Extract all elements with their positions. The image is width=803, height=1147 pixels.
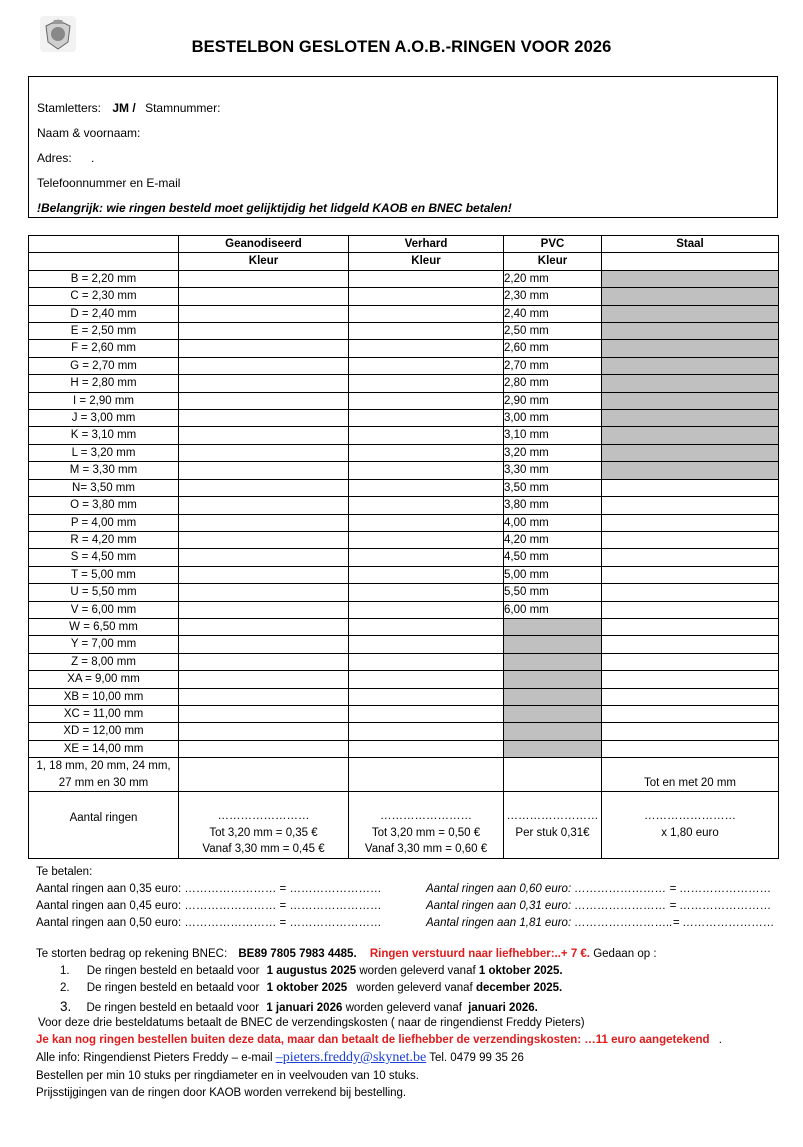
verhard-cell[interactable] xyxy=(349,531,504,548)
bnec-shipping-note: Voor deze drie besteldatums betaalt de BNEC de verzendingskosten ( naar de ringendienst Freddy Pieters) xyxy=(38,1017,585,1029)
geanodiseerd-cell[interactable] xyxy=(179,323,349,340)
table-row xyxy=(29,584,779,601)
ring-size-label: XA = 9,00 mm xyxy=(29,671,179,688)
table-header-row xyxy=(29,236,779,253)
stamnummer-label: Stamnummer: xyxy=(145,101,221,115)
geanodiseerd-cell[interactable] xyxy=(179,723,349,740)
pvc-cell xyxy=(504,705,602,722)
subheader-staal xyxy=(602,253,779,270)
delivery-item-1 xyxy=(60,965,563,977)
pvc-cell xyxy=(504,740,602,757)
staal-cell[interactable] xyxy=(602,479,779,496)
geanodiseerd-cell[interactable] xyxy=(179,531,349,548)
geanodiseerd-cell[interactable] xyxy=(179,584,349,601)
table-row xyxy=(29,653,779,670)
delivery-item-2-mid: worden geleverd vanaf xyxy=(356,982,473,994)
geanodiseerd-cell[interactable] xyxy=(179,340,349,357)
verhard-cell[interactable] xyxy=(349,357,504,374)
geanodiseerd-cell[interactable] xyxy=(179,549,349,566)
delivery-item-1-delivery-date: 1 oktober 2025. xyxy=(478,965,563,977)
count-label: Aantal ringen xyxy=(29,792,179,859)
verhard-cell[interactable] xyxy=(349,514,504,531)
pvc-cell[interactable]: 5,50 mm xyxy=(504,584,602,601)
staal-cell xyxy=(602,288,779,305)
subheader-size xyxy=(29,253,179,270)
pvc-cell[interactable]: 2,90 mm xyxy=(504,392,602,409)
bank-line xyxy=(36,948,657,960)
delivery-item-1-order-date: 1 augustus 2025 xyxy=(266,965,357,977)
stamletters-line xyxy=(37,101,220,115)
payment-line-050[interactable]: Aantal ringen aan 0,50 euro: …………………… = …………………… xyxy=(36,917,382,929)
payment-line-035[interactable]: Aantal ringen aan 0,35 euro: …………………… = …………………… xyxy=(36,883,382,895)
count-pvc-cell[interactable] xyxy=(504,792,602,859)
geanodiseerd-cell[interactable] xyxy=(179,305,349,322)
verhard-cell[interactable] xyxy=(349,636,504,653)
stamletters-value[interactable]: JM / xyxy=(112,101,136,115)
pvc-cell xyxy=(504,723,602,740)
delivery-item-3-mid: worden geleverd vanaf xyxy=(345,1002,462,1014)
pvc-cell xyxy=(504,671,602,688)
ring-size-label: G = 2,70 mm xyxy=(29,357,179,374)
verhard-cell[interactable] xyxy=(349,444,504,461)
verhard-cell[interactable] xyxy=(349,653,504,670)
table-row xyxy=(29,270,779,287)
table-row xyxy=(29,427,779,444)
verhard-cell[interactable] xyxy=(349,601,504,618)
phone-number: Tel. 0479 99 35 26 xyxy=(429,1052,524,1064)
subheader-kleur-pvc: Kleur xyxy=(504,253,602,270)
staal-cell[interactable] xyxy=(602,531,779,548)
delivery-item-2-number: 2. xyxy=(60,982,70,994)
verhard-cell[interactable] xyxy=(349,549,504,566)
table-row xyxy=(29,497,779,514)
payment-line-060[interactable]: Aantal ringen aan 0,60 euro: …………………… = …………………… xyxy=(426,883,772,895)
extra-pvc-cell[interactable] xyxy=(504,758,602,792)
pvc-cell[interactable]: 2,80 mm xyxy=(504,375,602,392)
verhard-cell[interactable] xyxy=(349,566,504,583)
geanodiseerd-cell[interactable] xyxy=(179,618,349,635)
verhard-cell[interactable] xyxy=(349,740,504,757)
delivery-item-3 xyxy=(60,999,538,1014)
table-row xyxy=(29,444,779,461)
geanodiseerd-cell[interactable] xyxy=(179,566,349,583)
ring-size-label: T = 5,00 mm xyxy=(29,566,179,583)
table-row xyxy=(29,549,779,566)
geanodiseerd-cell[interactable] xyxy=(179,392,349,409)
verhard-cell[interactable] xyxy=(349,497,504,514)
staal-cell xyxy=(602,392,779,409)
header-verhard: Verhard xyxy=(349,236,504,253)
extra-order-warning: Je kan nog ringen bestellen buiten deze data, maar dan betaalt de liefhebber de verzendingskosten: …11 euro aangetekend xyxy=(36,1034,710,1046)
count-geanodiseerd-dots[interactable]: …………………… xyxy=(217,810,310,823)
geanodiseerd-cell[interactable] xyxy=(179,288,349,305)
geanodiseerd-cell[interactable] xyxy=(179,479,349,496)
pvc-cell[interactable]: 2,30 mm xyxy=(504,288,602,305)
table-row xyxy=(29,410,779,427)
geanodiseerd-cell[interactable] xyxy=(179,514,349,531)
delivery-item-2-text: De ringen besteld en betaald voor xyxy=(86,982,260,994)
delivery-item-2 xyxy=(60,982,562,994)
pvc-cell[interactable]: 3,50 mm xyxy=(504,479,602,496)
ring-size-label: Z = 8,00 mm xyxy=(29,653,179,670)
verhard-cell[interactable] xyxy=(349,618,504,635)
verhard-cell[interactable] xyxy=(349,427,504,444)
adres-value[interactable]: . xyxy=(91,151,95,165)
geanodiseerd-cell[interactable] xyxy=(179,671,349,688)
verhard-cell[interactable] xyxy=(349,688,504,705)
ring-size-label: C = 2,30 mm xyxy=(29,288,179,305)
verhard-cell[interactable] xyxy=(349,410,504,427)
pvc-cell[interactable]: 2,20 mm xyxy=(504,270,602,287)
payment-line-031[interactable]: Aantal ringen aan 0,31 euro: …………………… = …………………… xyxy=(426,900,772,912)
price-rule: Prijsstijgingen van de ringen door KAOB worden verrekend bij bestelling. xyxy=(36,1087,407,1099)
table-row xyxy=(29,288,779,305)
verhard-cell[interactable] xyxy=(349,270,504,287)
pvc-cell[interactable]: 3,20 mm xyxy=(504,444,602,461)
bank-account: BE89 7805 7983 4485. xyxy=(238,948,357,960)
table-row xyxy=(29,618,779,635)
ring-size-label: N= 3,50 mm xyxy=(29,479,179,496)
verhard-cell[interactable] xyxy=(349,584,504,601)
ring-size-label: O = 3,80 mm xyxy=(29,497,179,514)
geanodiseerd-cell[interactable] xyxy=(179,427,349,444)
table-row xyxy=(29,479,779,496)
delivery-item-1-mid: worden geleverd vanaf xyxy=(359,965,476,977)
ring-size-label: F = 2,60 mm xyxy=(29,340,179,357)
geanodiseerd-cell[interactable] xyxy=(179,601,349,618)
table-row xyxy=(29,462,779,479)
geanodiseerd-cell[interactable] xyxy=(179,357,349,374)
price-verhard-2: Vanaf 3,30 mm = 0,60 € xyxy=(364,843,488,855)
delivery-item-3-text: De ringen besteld en betaald voor xyxy=(86,1002,260,1014)
staal-cell[interactable] xyxy=(602,688,779,705)
geanodiseerd-cell[interactable] xyxy=(179,653,349,670)
contact-line xyxy=(36,1050,524,1066)
ring-size-label: P = 4,00 mm xyxy=(29,514,179,531)
delivery-item-3-number: 3. xyxy=(60,999,72,1014)
pvc-cell xyxy=(504,618,602,635)
verhard-cell[interactable] xyxy=(349,705,504,722)
staal-cell[interactable] xyxy=(602,705,779,722)
staal-cell xyxy=(602,462,779,479)
ring-size-label: V = 6,00 mm xyxy=(29,601,179,618)
geanodiseerd-cell[interactable] xyxy=(179,497,349,514)
geanodiseerd-cell[interactable] xyxy=(179,444,349,461)
pvc-cell[interactable]: 3,80 mm xyxy=(504,497,602,514)
staal-cell[interactable] xyxy=(602,618,779,635)
price-pvc: Per stuk 0,31€ xyxy=(515,826,590,839)
staal-cell[interactable] xyxy=(602,671,779,688)
staal-cell xyxy=(602,357,779,374)
table-row xyxy=(29,305,779,322)
table-row xyxy=(29,688,779,705)
table-row xyxy=(29,392,779,409)
delivery-item-1-text: De ringen besteld en betaald voor xyxy=(86,965,260,977)
ring-order-table xyxy=(28,235,779,859)
ring-size-label: S = 4,50 mm xyxy=(29,549,179,566)
count-row xyxy=(29,792,779,859)
pvc-cell[interactable]: 4,00 mm xyxy=(504,514,602,531)
table-row xyxy=(29,375,779,392)
ring-rows xyxy=(29,270,779,757)
ring-size-label: L = 3,20 mm xyxy=(29,444,179,461)
header-geanodiseerd: Geanodiseerd xyxy=(179,236,349,253)
pvc-cell[interactable]: 2,60 mm xyxy=(504,340,602,357)
adres-line xyxy=(37,151,94,165)
geanodiseerd-cell[interactable] xyxy=(179,410,349,427)
bank-label: Te storten bedrag op rekening BNEC: xyxy=(36,948,228,960)
table-row xyxy=(29,671,779,688)
verhard-cell[interactable] xyxy=(349,288,504,305)
pvc-cell xyxy=(504,653,602,670)
pvc-cell[interactable]: 3,10 mm xyxy=(504,427,602,444)
staal-cell[interactable] xyxy=(602,566,779,583)
ring-size-label: Y = 7,00 mm xyxy=(29,636,179,653)
count-pvc-dots[interactable]: …………………… xyxy=(506,810,599,823)
ring-size-label: D = 2,40 mm xyxy=(29,305,179,322)
payment-heading: Te betalen: xyxy=(36,866,93,878)
delivery-item-3-order-date: 1 januari 2026 xyxy=(266,1002,343,1014)
table-row xyxy=(29,340,779,357)
staal-cell[interactable] xyxy=(602,723,779,740)
ring-size-label: H = 2,80 mm xyxy=(29,375,179,392)
delivery-item-3-delivery-date: januari 2026. xyxy=(468,1002,538,1014)
pvc-cell[interactable]: 3,30 mm xyxy=(504,462,602,479)
naam-label: Naam & voornaam: xyxy=(37,126,141,140)
count-geanodiseerd-cell[interactable] xyxy=(179,792,349,859)
email-link[interactable]: –pieters.freddy@skynet.be xyxy=(275,1050,427,1065)
table-row xyxy=(29,601,779,618)
ring-size-label: R = 4,20 mm xyxy=(29,531,179,548)
extra-verhard-cell[interactable] xyxy=(349,758,504,792)
table-row xyxy=(29,531,779,548)
order-rule: Bestellen per min 10 stuks per ringdiameter en in veelvouden van 10 stuks. xyxy=(36,1070,419,1082)
verhard-cell[interactable] xyxy=(349,305,504,322)
pvc-cell[interactable]: 4,50 mm xyxy=(504,549,602,566)
count-staal-cell[interactable] xyxy=(602,792,779,859)
table-row xyxy=(29,357,779,374)
delivery-item-2-order-date: 1 oktober 2025 xyxy=(266,982,348,994)
table-subheader-row xyxy=(29,253,779,270)
ring-size-label: XB = 10,00 mm xyxy=(29,688,179,705)
staal-cell[interactable] xyxy=(602,549,779,566)
table-row xyxy=(29,723,779,740)
staal-cell xyxy=(602,427,779,444)
ring-size-label: XD = 12,00 mm xyxy=(29,723,179,740)
pvc-cell xyxy=(504,636,602,653)
delivery-item-1-number: 1. xyxy=(60,965,70,977)
ring-size-label: E = 2,50 mm xyxy=(29,323,179,340)
ring-size-label: J = 3,00 mm xyxy=(29,410,179,427)
ring-size-label: B = 2,20 mm xyxy=(29,270,179,287)
ring-size-label: U = 5,50 mm xyxy=(29,584,179,601)
geanodiseerd-cell[interactable] xyxy=(179,462,349,479)
geanodiseerd-cell[interactable] xyxy=(179,688,349,705)
staal-cell xyxy=(602,410,779,427)
geanodiseerd-cell[interactable] xyxy=(179,375,349,392)
ring-size-label: XC = 11,00 mm xyxy=(29,705,179,722)
staal-cell[interactable] xyxy=(602,584,779,601)
table-row xyxy=(29,323,779,340)
extra-order-note xyxy=(36,1034,722,1046)
staal-cell xyxy=(602,270,779,287)
geanodiseerd-cell[interactable] xyxy=(179,740,349,757)
done-on-label: Gedaan op : xyxy=(593,948,657,960)
table-row xyxy=(29,740,779,757)
staal-cell[interactable] xyxy=(602,601,779,618)
ring-size-label: XE = 14,00 mm xyxy=(29,740,179,757)
price-verhard-1: Tot 3,20 mm = 0,50 € xyxy=(371,826,481,839)
staal-cell[interactable] xyxy=(602,497,779,514)
extra-sizes-label: 1, 18 mm, 20 mm, 24 mm, 27 mm en 30 mm xyxy=(29,758,179,792)
staal-cell xyxy=(602,305,779,322)
adres-label: Adres: xyxy=(37,151,72,165)
payment-line-045[interactable]: Aantal ringen aan 0,45 euro: …………………… = …………………… xyxy=(36,900,382,912)
header-pvc: PVC xyxy=(504,236,602,253)
staal-cell xyxy=(602,340,779,357)
staal-cell[interactable] xyxy=(602,740,779,757)
staal-cell[interactable] xyxy=(602,514,779,531)
extra-geanodiseerd-cell[interactable] xyxy=(179,758,349,792)
header-size xyxy=(29,236,179,253)
table-row xyxy=(29,636,779,653)
verhard-cell[interactable] xyxy=(349,671,504,688)
price-geanodiseerd-1: Tot 3,20 mm = 0,35 € xyxy=(209,826,318,839)
staal-cell[interactable] xyxy=(602,636,779,653)
table-row xyxy=(29,514,779,531)
shipping-cost: Ringen verstuurd naar liefhebber:..+ 7 €. xyxy=(369,948,591,960)
verhard-cell[interactable] xyxy=(349,340,504,357)
stamletters-label: Stamletters: xyxy=(37,101,102,115)
pvc-cell[interactable]: 4,20 mm xyxy=(504,531,602,548)
pvc-cell xyxy=(504,688,602,705)
membership-warning: !Belangrijk: wie ringen besteld moet gelijktijdig het lidgeld KAOB en BNEC betalen! xyxy=(37,201,512,215)
geanodiseerd-cell[interactable] xyxy=(179,636,349,653)
geanodiseerd-cell[interactable] xyxy=(179,705,349,722)
telefoon-label: Telefoonnummer en E-mail xyxy=(37,176,181,190)
count-verhard-cell[interactable] xyxy=(349,792,504,859)
count-staal-dots[interactable]: …………………… xyxy=(644,810,736,823)
verhard-cell[interactable] xyxy=(349,479,504,496)
pvc-cell[interactable]: 6,00 mm xyxy=(504,601,602,618)
header-staal: Staal xyxy=(602,236,779,253)
geanodiseerd-cell[interactable] xyxy=(179,270,349,287)
payment-line-181[interactable]: Aantal ringen aan 1,81 euro: ……………………..= …………………… xyxy=(426,917,775,929)
price-staal: x 1,80 euro xyxy=(661,826,719,839)
pvc-cell[interactable]: 2,50 mm xyxy=(504,323,602,340)
ring-size-label: W = 6,50 mm xyxy=(29,618,179,635)
staal-cell[interactable] xyxy=(602,653,779,670)
extra-order-warning-end: . xyxy=(718,1034,722,1046)
ring-size-label: M = 3,30 mm xyxy=(29,462,179,479)
verhard-cell[interactable] xyxy=(349,462,504,479)
table-row xyxy=(29,566,779,583)
ring-size-label: K = 3,10 mm xyxy=(29,427,179,444)
subheader-kleur-verhard: Kleur xyxy=(349,253,504,270)
count-verhard-dots[interactable]: …………………… xyxy=(380,810,472,823)
extra-sizes-row xyxy=(29,758,779,792)
verhard-cell[interactable] xyxy=(349,723,504,740)
verhard-cell[interactable] xyxy=(349,323,504,340)
pvc-cell[interactable]: 3,00 mm xyxy=(504,410,602,427)
ring-size-label: I = 2,90 mm xyxy=(29,392,179,409)
price-geanodiseerd-2: Vanaf 3,30 mm = 0,45 € xyxy=(202,843,325,855)
staal-cell xyxy=(602,444,779,461)
pvc-cell[interactable]: 2,40 mm xyxy=(504,305,602,322)
verhard-cell[interactable] xyxy=(349,375,504,392)
pvc-cell[interactable]: 5,00 mm xyxy=(504,566,602,583)
contact-prefix: Alle info: Ringendienst Pieters Freddy – e-mail xyxy=(36,1052,276,1064)
verhard-cell[interactable] xyxy=(349,392,504,409)
subheader-kleur-geanodiseerd: Kleur xyxy=(179,253,349,270)
staal-cell xyxy=(602,323,779,340)
extra-staal-cell: Tot en met 20 mm xyxy=(602,758,779,792)
table-row xyxy=(29,705,779,722)
staal-cell xyxy=(602,375,779,392)
pvc-cell[interactable]: 2,70 mm xyxy=(504,357,602,374)
delivery-item-2-delivery-date: december 2025. xyxy=(475,982,563,994)
customer-info-box xyxy=(28,76,778,218)
page-title: BESTELBON GESLOTEN A.O.B.-RINGEN VOOR 2026 xyxy=(191,38,612,56)
